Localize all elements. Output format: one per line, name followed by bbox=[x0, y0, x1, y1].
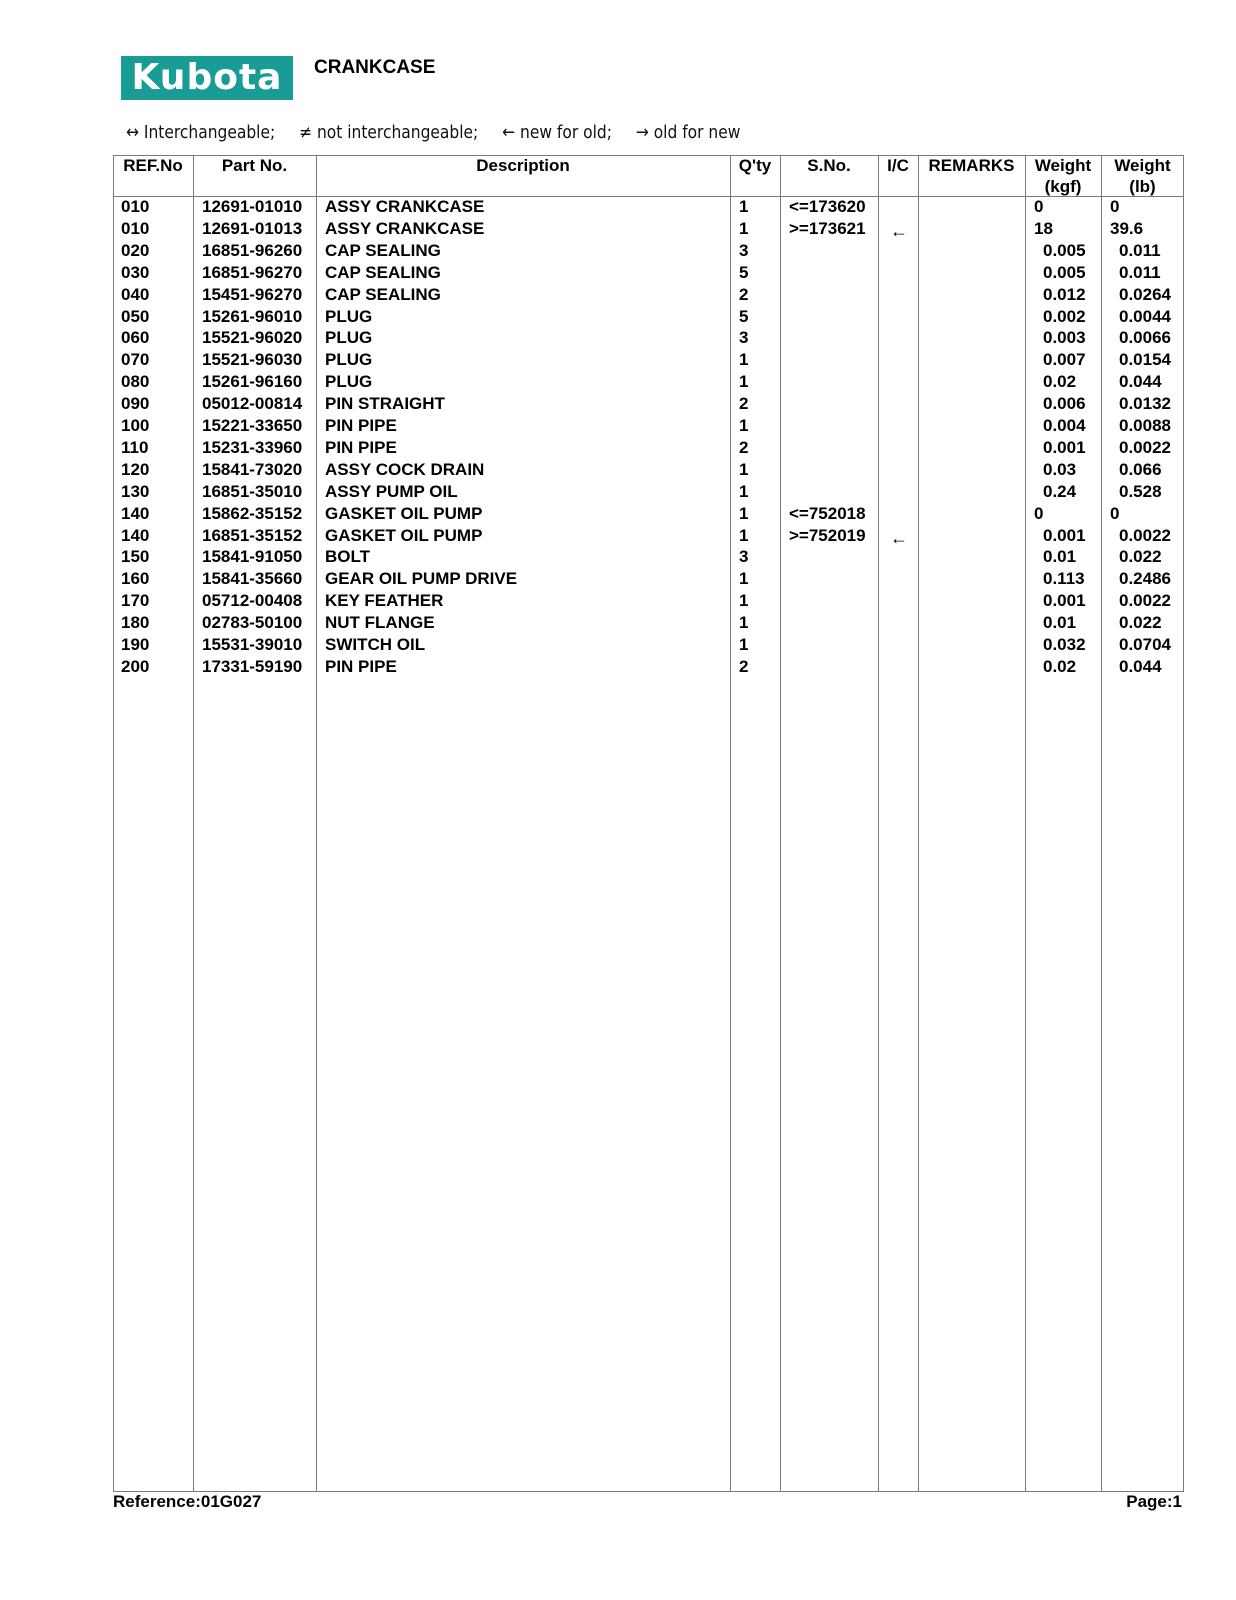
ref-no-cell: 020 bbox=[121, 240, 150, 260]
part-no-cell: 15521-96020 bbox=[202, 328, 303, 348]
weight-lb-cell: 0.0704 bbox=[1119, 635, 1171, 654]
description-cell: GASKET OIL PUMP bbox=[325, 503, 483, 523]
qty-cell: 2 bbox=[739, 394, 749, 414]
description-cell: PLUG bbox=[325, 372, 373, 392]
header-weight-lb bbox=[1101, 155, 1184, 197]
weight-kgf-cell: 0.012 bbox=[1043, 284, 1086, 304]
legend-old-for-new: → old for new bbox=[635, 122, 741, 143]
description-cell: PLUG bbox=[325, 350, 373, 370]
weight-lb-cell: 0 bbox=[1110, 503, 1120, 523]
description-cell: PIN PIPE bbox=[325, 656, 397, 676]
qty-cell: 1 bbox=[739, 218, 749, 238]
weight-lb-cell: 0 bbox=[1110, 197, 1120, 216]
qty-cell: 1 bbox=[739, 481, 749, 501]
table-row bbox=[0, 546, 1236, 568]
table-row bbox=[0, 459, 1236, 481]
table-row bbox=[0, 284, 1236, 306]
legend-not-interchangeable: ≠ not interchangeable; bbox=[299, 122, 479, 143]
header-weight-unit: (kgf) bbox=[1044, 177, 1082, 196]
legend-new-for-old: ← new for old; bbox=[502, 122, 612, 143]
weight-lb-cell: 0.0066 bbox=[1119, 328, 1171, 348]
ref-no-cell: 080 bbox=[121, 372, 150, 392]
weight-kgf-cell: 0.03 bbox=[1043, 459, 1077, 479]
description-cell: ASSY PUMP OIL bbox=[325, 481, 458, 501]
table-row bbox=[0, 634, 1236, 656]
part-no-cell: 12691-01013 bbox=[202, 218, 303, 238]
table-row bbox=[0, 240, 1236, 262]
qty-cell: 1 bbox=[739, 372, 749, 392]
serial-no-cell: <=173620 bbox=[789, 197, 866, 216]
ref-no-cell: 180 bbox=[121, 613, 150, 633]
description-cell: CAP SEALING bbox=[325, 262, 441, 282]
table-row bbox=[0, 568, 1236, 590]
weight-kgf-cell: 0.113 bbox=[1043, 569, 1085, 589]
table-row bbox=[0, 612, 1236, 634]
table-row bbox=[0, 437, 1236, 459]
weight-kgf-cell: 0.001 bbox=[1043, 591, 1086, 611]
weight-kgf-cell: 0.003 bbox=[1043, 328, 1086, 348]
table-row bbox=[0, 415, 1236, 437]
page-number: Page:1 bbox=[1126, 1492, 1182, 1511]
header-ref-no: REF.No bbox=[123, 156, 183, 175]
qty-cell: 1 bbox=[739, 350, 749, 370]
weight-kgf-cell: 0.001 bbox=[1043, 437, 1086, 457]
weight-kgf-cell: 0.007 bbox=[1043, 350, 1086, 370]
qty-cell: 1 bbox=[739, 591, 749, 611]
ref-no-cell: 200 bbox=[121, 656, 150, 676]
description-cell: ASSY CRANKCASE bbox=[325, 218, 485, 238]
qty-cell: 3 bbox=[739, 328, 749, 348]
kubota-logo bbox=[121, 56, 293, 100]
header-weight-unit: (lb) bbox=[1129, 177, 1156, 196]
qty-cell: 1 bbox=[739, 613, 749, 633]
weight-lb-cell: 0.022 bbox=[1119, 613, 1162, 633]
table-row bbox=[0, 525, 1236, 547]
ic-cell: ← bbox=[890, 220, 908, 241]
description-cell: BOLT bbox=[325, 547, 371, 567]
ref-no-cell: 090 bbox=[121, 394, 150, 414]
table-row bbox=[0, 218, 1236, 240]
header-remarks: REMARKS bbox=[928, 156, 1015, 175]
weight-kgf-cell: 0.004 bbox=[1043, 416, 1086, 435]
table-row bbox=[0, 327, 1236, 349]
table-row bbox=[0, 503, 1236, 525]
qty-cell: 5 bbox=[739, 262, 749, 282]
part-no-cell: 15862-35152 bbox=[202, 503, 303, 523]
weight-kgf-cell: 18 bbox=[1034, 218, 1053, 238]
header-weight-label: Weight bbox=[1114, 156, 1171, 175]
part-no-cell: 16851-35010 bbox=[202, 481, 303, 501]
header-ic: I/C bbox=[887, 156, 909, 175]
part-no-cell: 15531-39010 bbox=[202, 635, 303, 654]
qty-cell: 1 bbox=[739, 459, 749, 479]
part-no-cell: 15841-73020 bbox=[202, 459, 303, 479]
serial-no-cell: >=173621 bbox=[789, 218, 866, 238]
qty-cell: 1 bbox=[739, 635, 749, 654]
page-title: CRANKCASE bbox=[314, 57, 436, 78]
description-cell: SWITCH OIL bbox=[325, 635, 426, 654]
part-no-cell: 15521-96030 bbox=[202, 350, 303, 370]
part-no-cell: 15451-96270 bbox=[202, 284, 303, 304]
description-cell: ASSY CRANKCASE bbox=[325, 197, 485, 216]
part-no-cell: 16851-96260 bbox=[202, 240, 303, 260]
weight-kgf-cell: 0.01 bbox=[1043, 613, 1077, 633]
ref-no-cell: 190 bbox=[121, 635, 150, 654]
qty-cell: 2 bbox=[739, 656, 749, 676]
qty-cell: 3 bbox=[739, 547, 749, 567]
weight-lb-cell: 0.022 bbox=[1119, 547, 1162, 567]
qty-cell: 1 bbox=[739, 416, 749, 435]
weight-kgf-cell: 0 bbox=[1034, 503, 1044, 523]
part-no-cell: 02783-50100 bbox=[202, 613, 303, 633]
ref-no-cell: 150 bbox=[121, 547, 150, 567]
part-no-cell: 15841-35660 bbox=[202, 569, 303, 589]
table-row bbox=[0, 371, 1236, 393]
qty-cell: 2 bbox=[739, 437, 749, 457]
description-cell: KEY FEATHER bbox=[325, 591, 444, 611]
header-qty: Q'ty bbox=[738, 156, 772, 175]
weight-lb-cell: 0.044 bbox=[1119, 656, 1162, 676]
serial-no-cell: >=752019 bbox=[789, 525, 866, 545]
weight-lb-cell: 0.0044 bbox=[1119, 306, 1171, 326]
weight-kgf-cell: 0.032 bbox=[1043, 635, 1086, 654]
weight-kgf-cell: 0.005 bbox=[1043, 240, 1086, 260]
weight-lb-cell: 0.0154 bbox=[1119, 350, 1171, 370]
part-no-cell: 16851-35152 bbox=[202, 525, 303, 545]
part-no-cell: 17331-59190 bbox=[202, 656, 303, 676]
part-no-cell: 05712-00408 bbox=[202, 591, 303, 611]
qty-cell: 1 bbox=[739, 569, 749, 589]
symbol-legend bbox=[126, 122, 759, 143]
header-description: Description bbox=[476, 156, 570, 175]
header-part-no: Part No. bbox=[221, 156, 288, 175]
qty-cell: 3 bbox=[739, 240, 749, 260]
ref-no-cell: 110 bbox=[121, 437, 149, 457]
weight-kgf-cell: 0.005 bbox=[1043, 262, 1086, 282]
table-row bbox=[0, 262, 1236, 284]
table-row bbox=[0, 349, 1236, 371]
weight-kgf-cell: 0.02 bbox=[1043, 372, 1077, 392]
part-no-cell: 15261-96010 bbox=[202, 306, 303, 326]
ref-no-cell: 030 bbox=[121, 262, 150, 282]
description-cell: GASKET OIL PUMP bbox=[325, 525, 483, 545]
weight-lb-cell: 0.0264 bbox=[1119, 284, 1171, 304]
weight-kgf-cell: 0.24 bbox=[1043, 481, 1077, 501]
description-cell: ASSY COCK DRAIN bbox=[325, 459, 485, 479]
description-cell: PLUG bbox=[325, 328, 373, 348]
ref-no-cell: 160 bbox=[121, 569, 150, 589]
qty-cell: 1 bbox=[739, 197, 749, 216]
part-no-cell: 15221-33650 bbox=[202, 416, 303, 435]
table-row bbox=[0, 393, 1236, 415]
ref-no-cell: 170 bbox=[121, 591, 150, 611]
weight-kgf-cell: 0 bbox=[1034, 197, 1044, 216]
part-no-cell: 05012-00814 bbox=[202, 394, 303, 414]
ref-no-cell: 140 bbox=[121, 525, 150, 545]
legend-interchangeable: ↔ Interchangeable; bbox=[126, 122, 276, 143]
description-cell: GEAR OIL PUMP DRIVE bbox=[325, 569, 518, 589]
header-weight-label: Weight bbox=[1034, 156, 1092, 175]
description-cell: CAP SEALING bbox=[325, 284, 441, 304]
ref-no-cell: 140 bbox=[121, 503, 150, 523]
header-weight-kgf bbox=[1025, 155, 1101, 197]
weight-lb-cell: 0.0022 bbox=[1119, 525, 1171, 545]
ref-no-cell: 040 bbox=[121, 284, 150, 304]
weight-lb-cell: 0.0022 bbox=[1119, 437, 1171, 457]
weight-kgf-cell: 0.002 bbox=[1043, 306, 1086, 326]
table-row bbox=[0, 656, 1236, 678]
description-cell: PIN PIPE bbox=[325, 416, 397, 435]
description-cell: PIN STRAIGHT bbox=[325, 394, 445, 414]
weight-lb-cell: 0.011 bbox=[1119, 262, 1161, 282]
weight-kgf-cell: 0.006 bbox=[1043, 394, 1086, 414]
table-row bbox=[0, 481, 1236, 503]
table-row bbox=[0, 590, 1236, 612]
weight-lb-cell: 39.6 bbox=[1110, 218, 1144, 238]
part-no-cell: 15231-33960 bbox=[202, 437, 303, 457]
header-serial-no: S.No. bbox=[807, 156, 851, 175]
qty-cell: 2 bbox=[739, 284, 749, 304]
ref-no-cell: 100 bbox=[121, 416, 150, 435]
part-no-cell: 15261-96160 bbox=[202, 372, 303, 392]
weight-lb-cell: 0.044 bbox=[1119, 372, 1162, 392]
description-cell: CAP SEALING bbox=[325, 240, 441, 260]
description-cell: PIN PIPE bbox=[325, 437, 397, 457]
description-cell: PLUG bbox=[325, 306, 373, 326]
ref-no-cell: 070 bbox=[121, 350, 150, 370]
part-no-cell: 16851-96270 bbox=[202, 262, 303, 282]
ref-no-cell: 010 bbox=[121, 197, 150, 216]
qty-cell: 5 bbox=[739, 306, 749, 326]
ref-no-cell: 010 bbox=[121, 218, 150, 238]
weight-lb-cell: 0.066 bbox=[1119, 459, 1162, 479]
weight-kgf-cell: 0.01 bbox=[1043, 547, 1077, 567]
weight-kgf-cell: 0.02 bbox=[1043, 656, 1077, 676]
weight-lb-cell: 0.0088 bbox=[1119, 416, 1171, 435]
weight-lb-cell: 0.0132 bbox=[1119, 394, 1171, 414]
description-cell: NUT FLANGE bbox=[325, 613, 435, 633]
table-row bbox=[0, 196, 1236, 218]
ref-no-cell: 060 bbox=[121, 328, 150, 348]
ref-no-cell: 050 bbox=[121, 306, 150, 326]
weight-kgf-cell: 0.001 bbox=[1043, 525, 1086, 545]
table-row bbox=[0, 306, 1236, 328]
weight-lb-cell: 0.2486 bbox=[1119, 569, 1171, 589]
part-no-cell: 15841-91050 bbox=[202, 547, 303, 567]
reference-code: Reference:01G027 bbox=[113, 1492, 262, 1511]
logo-text: Kubota bbox=[131, 57, 283, 98]
weight-lb-cell: 0.011 bbox=[1119, 240, 1161, 260]
ic-cell: ← bbox=[890, 527, 908, 548]
part-no-cell: 12691-01010 bbox=[202, 197, 303, 216]
weight-lb-cell: 0.528 bbox=[1119, 481, 1162, 501]
serial-no-cell: <=752018 bbox=[789, 503, 866, 523]
qty-cell: 1 bbox=[739, 525, 749, 545]
ref-no-cell: 130 bbox=[121, 481, 150, 501]
weight-lb-cell: 0.0022 bbox=[1119, 591, 1171, 611]
qty-cell: 1 bbox=[739, 503, 749, 523]
ref-no-cell: 120 bbox=[121, 459, 150, 479]
